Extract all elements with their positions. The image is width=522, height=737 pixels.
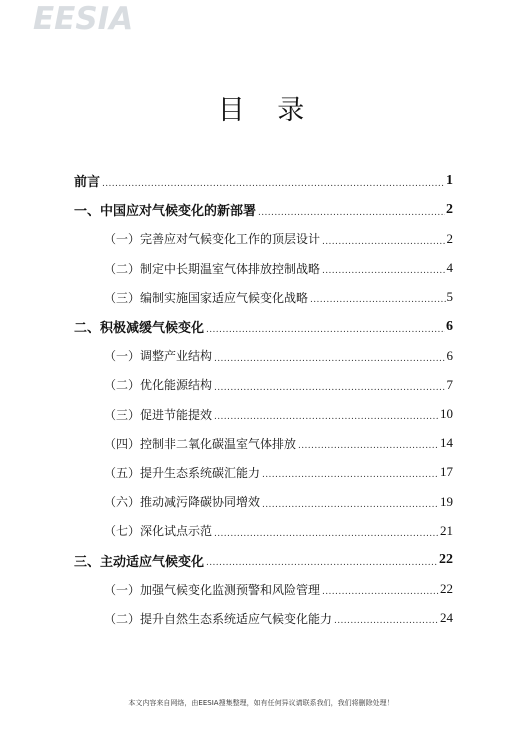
dot-leader (214, 412, 439, 422)
dot-leader (322, 266, 445, 276)
toc-entry-label: 前言 (74, 175, 101, 191)
toc-subentry-label: （一）加强气候变化监测预警和风险管理 (104, 582, 321, 597)
toc-entry[interactable] (74, 312, 453, 341)
toc-subentry-label: （五）提升生态系统碳汇能力 (104, 465, 261, 480)
toc-subentry[interactable] (74, 604, 453, 633)
toc-subentry[interactable] (74, 370, 453, 399)
toc-subentry-page: 4 (446, 260, 453, 276)
page-title: 目 录 (217, 95, 317, 126)
toc-subentry-page: 19 (440, 493, 453, 509)
toc-subentry[interactable] (74, 283, 453, 312)
toc-subentry-label: （七）深化试点示范 (104, 524, 213, 539)
toc-subentry-page: 10 (440, 406, 453, 422)
dot-leader (258, 208, 445, 218)
toc-entry-page: 2 (446, 201, 453, 217)
table-of-contents (74, 166, 453, 633)
toc-entry-page: 6 (446, 318, 453, 334)
toc-entry[interactable] (74, 166, 453, 195)
toc-entry-page: 1 (446, 172, 453, 188)
dot-leader (262, 470, 439, 480)
dot-leader (322, 587, 439, 597)
toc-entry-label: 二、积极减缓气候变化 (74, 321, 205, 337)
dot-leader (206, 558, 438, 568)
dot-leader (298, 441, 439, 451)
toc-entry-label: 三、主动适应气候变化 (74, 554, 205, 570)
dot-leader (310, 295, 445, 305)
toc-subentry[interactable] (74, 458, 453, 487)
toc-subentry-page: 24 (440, 610, 453, 626)
toc-subentry-label: （一）完善应对气候变化工作的顶层设计 (104, 232, 321, 247)
toc-entry-label: 一、中国应对气候变化的新部署 (74, 204, 257, 220)
eesia-logo: EESIA (33, 1, 134, 37)
toc-subentry-page: 14 (440, 435, 453, 451)
toc-subentry-label: （一）调整产业结构 (104, 349, 213, 364)
toc-subentry[interactable] (74, 487, 453, 516)
dot-leader (214, 529, 439, 539)
toc-subentry-page: 21 (440, 522, 453, 538)
dot-leader (214, 354, 445, 364)
toc-subentry-page: 6 (446, 347, 453, 363)
dot-leader (206, 325, 445, 335)
toc-subentry[interactable] (74, 575, 453, 604)
toc-subentry[interactable] (74, 341, 453, 370)
toc-subentry-label: （三）促进节能提效 (104, 407, 213, 422)
toc-entry-page: 22 (439, 552, 453, 568)
dot-leader (322, 237, 445, 247)
dot-leader (262, 500, 439, 510)
toc-subentry-page: 17 (440, 464, 453, 480)
toc-subentry[interactable] (74, 254, 453, 283)
toc-subentry-label: （二）制定中长期温室气体排放控制战略 (104, 261, 321, 276)
toc-subentry[interactable] (74, 516, 453, 545)
toc-subentry-label: （三）编制实施国家适应气候变化战略 (104, 290, 309, 305)
toc-entry[interactable] (74, 545, 453, 574)
toc-subentry-label: （二）提升自然生态系统适应气候变化能力 (104, 611, 333, 626)
footer-disclaimer: 本文内容来自网络，由EESIA搜集整理，如有任何异议请联系我们，我们将删除处理！ (128, 699, 394, 707)
toc-entry[interactable] (74, 195, 453, 224)
dot-leader (214, 383, 445, 393)
toc-subentry-page: 5 (446, 289, 453, 305)
toc-subentry-label: （六）推动减污降碳协同增效 (104, 495, 261, 510)
toc-subentry[interactable] (74, 224, 453, 253)
toc-subentry[interactable] (74, 400, 453, 429)
toc-subentry-page: 2 (446, 230, 453, 246)
toc-subentry-page: 22 (440, 581, 453, 597)
toc-subentry[interactable] (74, 429, 453, 458)
toc-subentry-label: （二）优化能源结构 (104, 378, 213, 393)
dot-leader (102, 179, 445, 189)
toc-subentry-label: （四）控制非二氧化碳温室气体排放 (104, 436, 297, 451)
dot-leader (334, 616, 439, 626)
toc-subentry-page: 7 (446, 376, 453, 392)
